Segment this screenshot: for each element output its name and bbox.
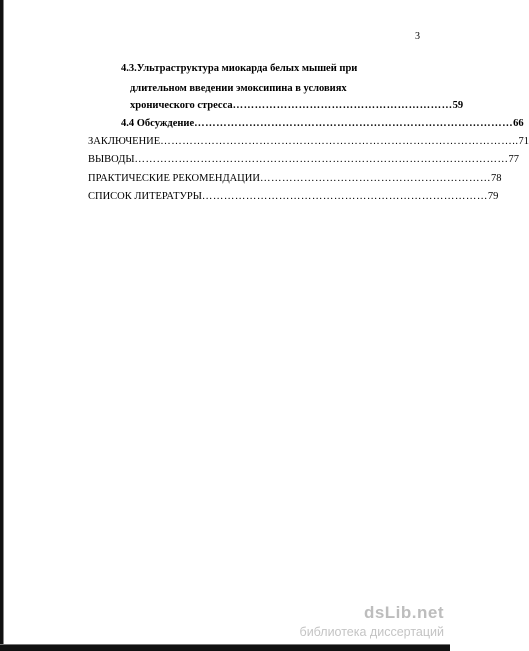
toc-4-3-line3 bbox=[130, 99, 464, 112]
toc-4-3-line3-text: хронического стресса bbox=[130, 100, 233, 111]
toc-practical bbox=[88, 172, 502, 185]
toc-practical-page: 78 bbox=[490, 173, 502, 184]
toc-conclusion-dots: …………………………………………………………………………………….. bbox=[160, 136, 519, 147]
toc-findings-page: 77 bbox=[508, 154, 520, 165]
toc-references-text: СПИСОК ЛИТЕРАТУРЫ bbox=[88, 191, 202, 202]
toc-references-dots: …………………………………………………………………… bbox=[201, 191, 488, 202]
watermark-caption: библиотека диссертаций bbox=[299, 625, 444, 639]
page-number: 3 bbox=[415, 31, 420, 42]
toc-practical-text: ПРАКТИЧЕСКИЕ РЕКОМЕНДАЦИИ bbox=[88, 173, 260, 184]
scan-bottom-edge-shadow bbox=[0, 644, 450, 645]
toc-4-3-line1: 4.3.Ультраструктура миокарда белых мышей при bbox=[121, 63, 358, 74]
toc-conclusion-text: ЗАКЛЮЧЕНИЕ bbox=[88, 136, 161, 147]
watermark-brand: dsLib.net bbox=[363, 603, 444, 622]
toc-4-4-text: 4.4 Обсуждение bbox=[121, 118, 195, 129]
toc-4-3-dots: …………………………………………………… bbox=[232, 100, 453, 111]
toc-references-page: 79 bbox=[487, 191, 499, 202]
toc-findings-text: ВЫВОДЫ bbox=[88, 154, 135, 165]
toc-findings bbox=[88, 153, 520, 166]
scan-bottom-edge bbox=[0, 645, 450, 651]
scan-left-edge-shadow bbox=[3, 0, 4, 651]
toc-4-3-line2: длительном введении эмоксипина в условиях bbox=[130, 83, 347, 94]
toc-references bbox=[88, 190, 499, 203]
toc-conclusion-page: 71 bbox=[518, 136, 529, 147]
toc-4-4-dots: …………………………………………………………………………… bbox=[194, 118, 514, 129]
toc-conclusion bbox=[88, 135, 529, 148]
toc-4-4 bbox=[121, 117, 524, 130]
toc-findings-dots: ………………………………………………………………………………………… bbox=[134, 154, 509, 165]
toc-practical-dots: ……………………………………………………… bbox=[259, 173, 491, 184]
toc-4-3-page: 59 bbox=[452, 100, 464, 111]
toc-4-4-page: 66 bbox=[513, 118, 524, 129]
watermark bbox=[268, 603, 444, 643]
